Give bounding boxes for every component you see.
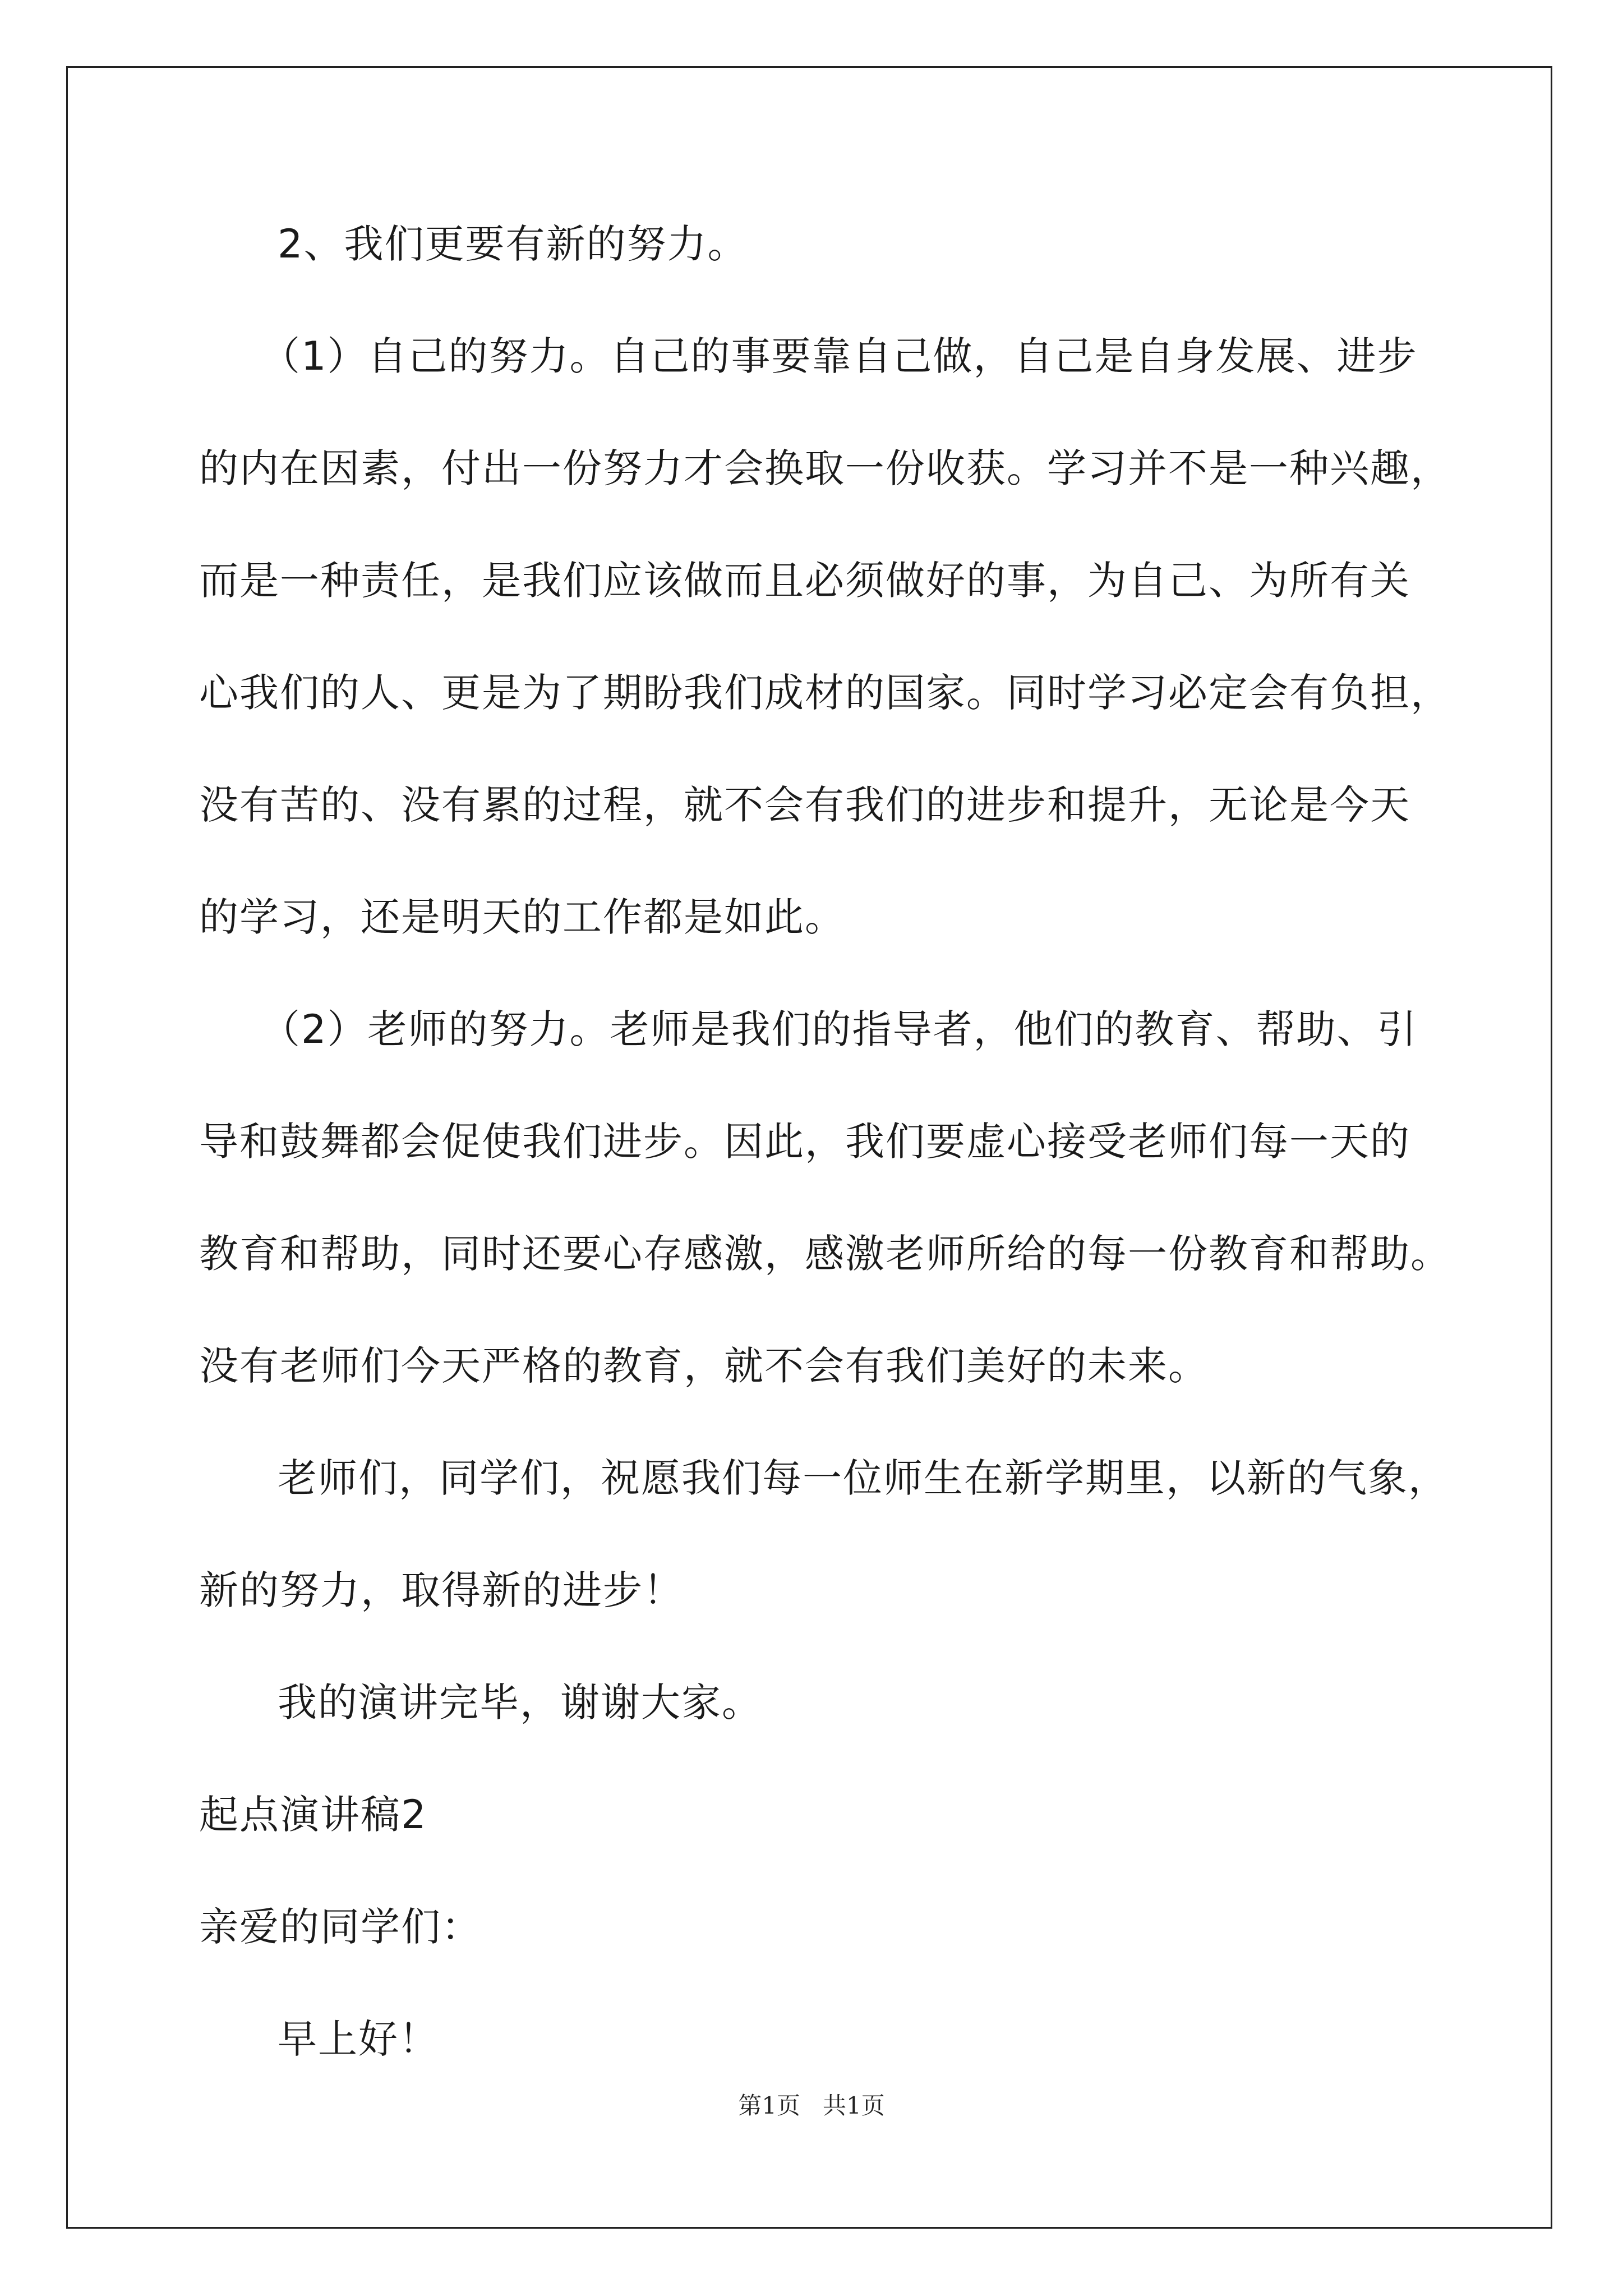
text-line: 没有老师们今天严格的教育，就不会有我们美好的未来。	[199, 1343, 1209, 1389]
text-line: 老师们，同学们，祝愿我们每一位师生在新学期里，以新的气象，	[278, 1455, 1449, 1501]
text-line: 新的努力，取得新的进步！	[199, 1567, 684, 1613]
section-heading: 起点演讲稿2	[199, 1792, 427, 1838]
text-line: 教育和帮助，同时还要心存感激，感激老师所给的每一份教育和帮助。	[199, 1231, 1451, 1277]
page-footer: 第1页 共1页	[738, 2092, 885, 2119]
text-line: （2）老师的努力。老师是我们的指导者，他们的教育、帮助、引	[261, 1006, 1418, 1052]
text-line: 导和鼓舞都会促使我们进步。因此，我们要虚心接受老师们每一天的	[199, 1119, 1410, 1165]
text-line: 我的演讲完毕，谢谢大家。	[278, 1680, 762, 1726]
text-line: 没有苦的、没有累的过程，就不会有我们的进步和提升，无论是今天	[199, 782, 1410, 828]
text-line: 的内在因素，付出一份努力才会换取一份收获。学习并不是一种兴趣，	[199, 445, 1451, 491]
text-line: 2、我们更要有新的努力。	[278, 221, 748, 267]
text-line: 心我们的人、更是为了期盼我们成材的国家。同时学习必定会有负担，	[199, 670, 1451, 716]
text-line: 而是一种责任，是我们应该做而且必须做好的事，为自己、为所有关	[199, 558, 1410, 604]
greeting: 早上好！	[278, 2016, 439, 2062]
text-line: 的学习，还是明天的工作都是如此。	[199, 894, 845, 940]
salutation: 亲爱的同学们：	[199, 1904, 482, 1950]
text-line: （1）自己的努力。自己的事要靠自己做，自己是自身发展、进步	[261, 333, 1418, 379]
